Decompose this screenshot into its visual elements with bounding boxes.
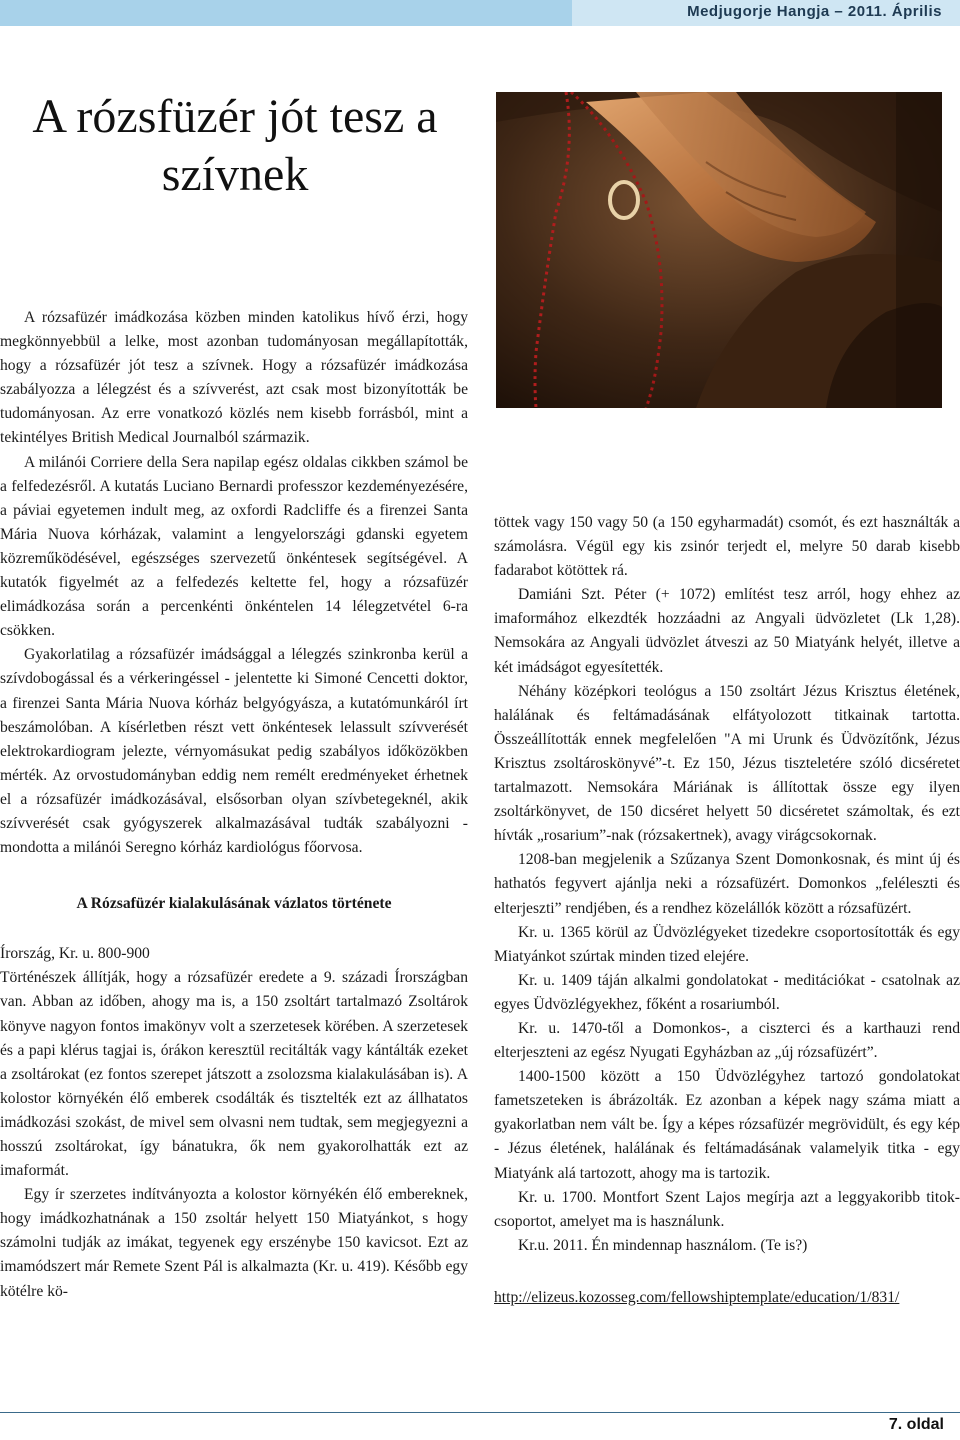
right-paragraph-6: Kr. u. 1409 táján alkalmi gondolatokat - meditációkat - csatolnak az egyes Üdvözlégyekhez, főként a rosariumból. [494, 971, 960, 1013]
publication-header: Medjugorje Hangja – 2011. Április [687, 3, 942, 20]
article-title-line-2: szívnek [161, 148, 309, 201]
right-paragraph-2: Damiáni Szt. Péter (+ 1072) említést tesz arról, hogy ehhez az imaformához elkezdték hozzáadni az Angyali üdvözletet (Lk 1,28). Nemsokára az Angyali üdvözlet átveszi az 50 Miatyánk helyét, illetve a két imádságot egyesítették. [494, 586, 960, 676]
rosary-prayer-photo [496, 92, 942, 408]
history-subheading: A Rózsafüzér kialakulásának vázlatos története [76, 895, 392, 913]
intro-paragraph-2: A milánói Corriere della Sera napilap egész oldalas cikkben számol be a felfedezésről. A kutatás Luciano Bernardi professzor kezdeményezésére, a páviai egyetemen indult meg, az oxfordi Radcliffe és a firenzei Santa Mária Nuova kórházak, valamint a lengyelországi gdanski egyetem közreműködésével, egészséges szervezetű önkéntesek segítségével. A kutatók figyelmét az a felfedezés keltette fel, hogy a rózsafüzér elimádkozása során a percenkénti önkéntelen 14 lélegzetvétel 6-ra csökken. [0, 453, 468, 640]
left-column [0, 306, 468, 1304]
history-paragraph-2: Egy ír szerzetes indítványozta a kolostor környékén élő embereknek, hogy imádkozhatnának a 150 zsoltár helyett 150 Miatyánkot, s hogy számolni tudják az imákat, tegyenek egy erszénybe 150 kavicsot. Ezt az imamódszert már Remete Szent Pál is alkalmazta (Kr. u. 419). Később egy kötélre kö- [0, 1186, 468, 1300]
history-place-date: Írország, Kr. u. 800-900 [0, 945, 150, 963]
article-title [0, 88, 470, 204]
right-paragraph-3: Néhány középkori teológus a 150 zsoltárt Jézus Krisztus életének, halálának és feltámadásának elfátyolozott titkainak tartotta. Összeállították ennek megfelelően "A mi Urunk és Üdvözítőnk, Jézus Krisztus zsoltároskönyvé”-t. Ez 150, Jézus tiszteletére szóló dicséretet tartalmazott. Nemsokára Máriának is állítottak össze egy ilyen zsoltárkönyvet, de 150 dicséret helyett 50 dicséretet számoltak, és ezt hívták „rosarium”-nak (rózsakertnek), avagy virágcsokornak. [494, 682, 960, 845]
header-band [0, 0, 960, 26]
right-paragraph-9: Kr. u. 1700. Montfort Szent Lajos megírja azt a leggyakoribb titok-csoportot, amelyet ma is használunk. [494, 1188, 960, 1230]
history-paragraph-1: Történészek állítják, hogy a rózsafüzér eredete a 9. századi Írországban van. Abban az időben, ahogy ma is, a 150 zsoltárt tartalmazó Zsoltárok könyve nagyon fontos imakönyv volt a szerzetesek körében. A szerzetesek és a papi klérus tagjai is, órákon keresztül recitálták vagy kántálták ezeket a zsoltárokat (ez fontos szerepet játszott a zsolozsma kialakulásában is). A kolostor környékén élő emberek csodálták és tisztelték ezt az állhatatos imádkozási szokást, de mivel sem olvasni nem tudtak, sem megjegyezni a hosszú zsoltárokat, így bánatukra, ők nem gyakorolhatták ezt az imaformát. [0, 969, 468, 1180]
header-band-accent [0, 0, 572, 26]
source-url[interactable]: http://elizeus.kozosseg.com/fellowshiptemplate/education/1/831/ [494, 1288, 900, 1306]
intro-paragraph-3: Gyakorlatilag a rózsafüzér imádsággal a lélegzés szinkronba kerül a szívdobogással és a vérkeringéssel - jelentette ki Simoné Cencetti doktor, a firenzei Santa Mária Nuova kórház belgyógyásza, a kutatómunkáról írt beszámolóban. A kísérletben részt vett önkéntesek lelassult szívverését elektrokardiogram jelezte, vérnyomásukat pedig szabályos időközökben mérték. Az orvostudományban eddig nem remélt eredményeket érhetnek el a rózsafüzér imádkozásával, elsősorban olyan szívbetegeknél, akik szívverését csak gyógyszerek alkalmazásával tudták szabályozni - mondotta a milánói Seregno kórház kardiológus főorvosa. [0, 646, 468, 857]
right-paragraph-10: Kr.u. 2011. Én mindennap használom. (Te is?) [518, 1236, 808, 1254]
footer-divider [0, 1412, 960, 1413]
right-paragraph-7: Kr. u. 1470-től a Domonkos-, a ciszterci és a karthauzi rend elterjeszteni az egész Nyugati Egyházban az „új rózsafüzért”. [494, 1019, 960, 1062]
right-paragraph-5: Kr. u. 1365 körül az Üdvözlégyeket tizedekre csoportosították és egy Miatyánkot szúrtak minden tized elejére. [494, 923, 960, 965]
right-paragraph-4: 1208-ban megjelenik a Szűzanya Szent Domonkosnak, és mint új és hathatós fegyvert ajánlja neki a rózsafüzért. Domonkos „feléleszti és elterjeszti” rendjében, és a rendhez közelállók között a rózsafüzért. [494, 851, 960, 917]
page-number: 7. oldal [888, 1416, 944, 1433]
source-link[interactable] [494, 1286, 960, 1310]
intro-paragraph-1: A rózsafüzér imádkozása közben minden katolikus hívő érzi, hogy megkönnyebbül a lelke, most azonban tudományosan megállapították, hogy a rózsafüzér jót tesz a szívnek. Hogy a rózsafüzér imádkozása szabályozza a lélegzést és a szívverést, azt csak most bizonyították be tudományosan. Az erre vonatkozó közlés nem kisebb forrásból, mint a tekintélyes British Medical Journalból származik. [0, 309, 468, 447]
article-title-line-1: A rózsfüzér jót tesz a [32, 90, 438, 143]
right-column [494, 511, 960, 1310]
right-paragraph-8: 1400-1500 között a 150 Üdvözlégyhez tartozó gondolatokat fametszeteken is ábrázolták. Ez azonban a képek nagy száma miatt a gyakorlatban nem vált be. Így a képes rózsafüzér megrövidült, és egy kép - Jézus életének, halálának és feltámadásának valamelyik titka - egy Miatyánk alá tartozott, ahogy ma is tartozik. [494, 1068, 960, 1182]
right-paragraph-1: töttek vagy 150 vagy 50 (a 150 egyharmadát) csomót, és ezt használták a számolásra. Végül egy kis zsinór terjedt el, melyre 50 darab kisebb fadarabot kötöttek rá. [494, 514, 960, 580]
